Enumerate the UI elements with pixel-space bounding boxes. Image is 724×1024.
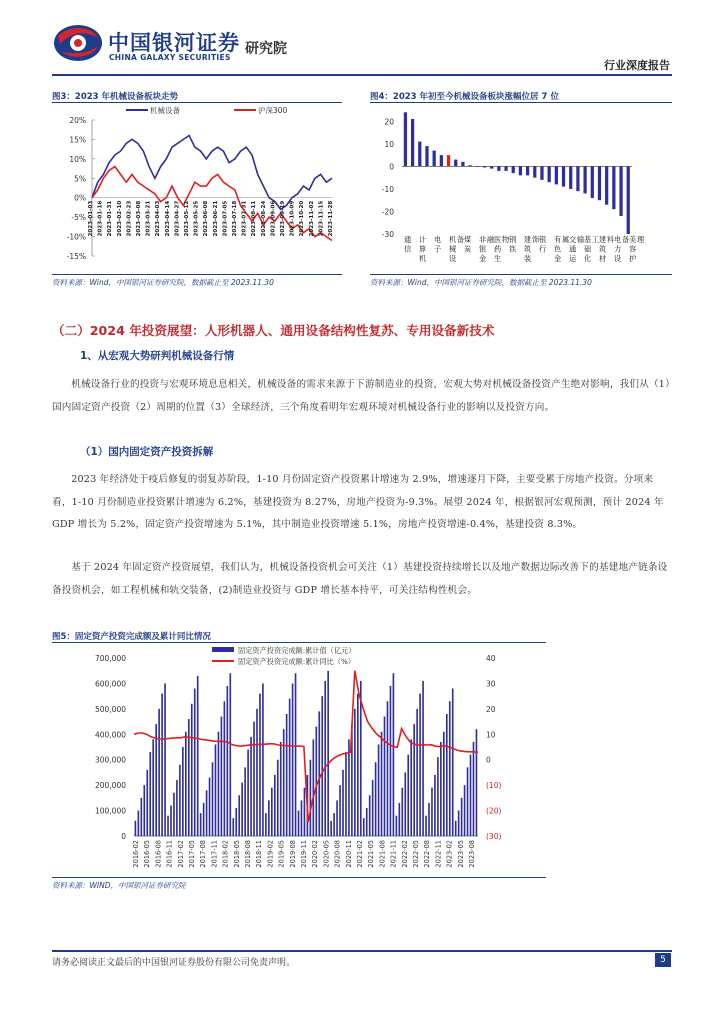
fig5-bar xyxy=(372,780,374,836)
fig5-bar xyxy=(458,811,460,836)
paragraph-3 xyxy=(52,557,672,602)
fig5-bar xyxy=(407,755,409,836)
fig4-bar xyxy=(418,142,421,167)
fig5-x-tick-label: 2021-05 xyxy=(367,840,376,868)
fig5-legend-swatch-1 xyxy=(212,647,234,652)
fig4-bar xyxy=(512,166,515,173)
fig4-bar xyxy=(411,119,414,166)
fig5-legend-label-1: 固定资产投资完成额:累计值（亿元） xyxy=(238,646,356,655)
fig5-y-right-tick-label: 30 xyxy=(486,679,496,689)
fig5-bar xyxy=(179,765,181,836)
fig4-bar xyxy=(490,166,493,168)
fig5-bar xyxy=(428,803,430,836)
fig5-bar xyxy=(286,714,288,836)
fig3-source: 资料来源：Wind，中国银河证券研究院，数据截止至 2023.11.30 xyxy=(52,278,274,287)
fig5-x-tick-label: 2018-11 xyxy=(255,840,264,868)
fig5-bar xyxy=(452,689,454,836)
fig3-legend-label-1: 机械设备 xyxy=(150,106,180,115)
fig5-bar xyxy=(413,724,415,836)
fig4-category-label: 建筑装饰 xyxy=(524,235,540,263)
fig5-bar xyxy=(470,755,472,836)
fig5-bar xyxy=(209,778,211,836)
fig5-y-left-tick-label: 500,000 xyxy=(94,704,126,714)
fig5-x-tick-label: 2020-02 xyxy=(311,840,320,868)
fig4-category-label: 机械设备 xyxy=(449,235,465,263)
fig5-bar xyxy=(298,811,300,836)
fig5-x-tick-label: 2017-02 xyxy=(176,840,185,868)
fig5-x-tick-label: 2023-02 xyxy=(445,840,454,868)
fig5-bar xyxy=(318,711,320,836)
fig3-x-tick-label: 2023-01-16 xyxy=(97,200,104,237)
fig5-x-tick-label: 2016-11 xyxy=(165,840,174,868)
fig3-y-tick-label: 20% xyxy=(69,116,86,125)
fig3-x-tick-label: 2023-07-05 xyxy=(222,200,229,237)
fig5-x-tick-label: 2019-11 xyxy=(300,840,308,868)
fig5-bar xyxy=(158,709,160,836)
fig5-bar xyxy=(200,813,202,836)
company-logo-icon xyxy=(52,22,104,64)
fig3-y-tick-label: 10% xyxy=(69,154,86,164)
fig4-category-label: 银行 xyxy=(539,235,547,254)
fig5-bar xyxy=(366,808,368,836)
fig5-bar xyxy=(182,747,184,836)
fig5-bar xyxy=(315,727,317,836)
fig5-bar xyxy=(419,694,421,836)
fig5-x-tick-label: 2021-02 xyxy=(356,840,364,868)
fig3-x-tick-label: 2023-04-14 xyxy=(164,200,171,237)
footer-rule xyxy=(52,950,672,952)
fig5-bar xyxy=(431,788,433,836)
fig5-bar xyxy=(446,714,448,836)
fig4-bar xyxy=(476,166,479,167)
footer-disclaimer: 请务必阅读正文最后的中国银河证券股份有限公司免责声明。 xyxy=(52,958,296,968)
fig5-bar xyxy=(138,811,140,836)
fig4-category-label: 非银金融 xyxy=(479,235,495,263)
fig5-bar xyxy=(221,716,223,836)
subheading-2: （1）国内固定资产投资拆解 xyxy=(80,446,214,458)
fig5-y-left-tick-label: 300,000 xyxy=(94,755,126,765)
fig4-category-label: 计算机 xyxy=(419,235,427,263)
fig3-x-tick-label: 2023-11-15 xyxy=(318,200,325,237)
fig5-bar xyxy=(224,701,226,836)
fig5-bar xyxy=(375,762,377,836)
fig5-x-tick-label: 2017-11 xyxy=(210,840,219,868)
fig5-bar xyxy=(227,686,229,836)
fig4-bar xyxy=(425,146,428,166)
fig3-x-tick-label: 2023-09-06 xyxy=(270,200,277,237)
fig4-title-rule xyxy=(370,102,672,103)
paragraph-2-text: 2023 年经济处于疫后修复的弱复苏阶段，1-10 月份固定资产投资累计增速为 2.9%，增速逐月下降，主要受累于房地产投资。分项来看，1-10 月份制造业投资累计增速为 6.2%，基建投资为 8.27%，房地产投资为-9.3%。展望 2024 年，根据银河宏观预测，预计 2024 年 GDP 增长为 5.2%，固定资产投资增速为 5.1%，其中制造业投资增速 5.1%，房地产投资增速-0.4%，基建投资 8.3%。 xyxy=(52,474,664,530)
fig5-bar xyxy=(253,722,255,836)
fig5-x-tick-label: 2022-02 xyxy=(400,840,409,868)
fig3-x-tick-label: 2023-10-09 xyxy=(289,200,296,237)
fig4-bar xyxy=(540,166,543,180)
fig3-x-tick-label: 2023-03-08 xyxy=(136,200,142,237)
fig5-bar xyxy=(161,694,163,836)
fig3-x-tick-label: 2023-01-03 xyxy=(88,200,94,237)
fig3-title-rule xyxy=(52,102,342,103)
fig5-bar xyxy=(280,742,282,836)
fig3-y-tick-label: -10% xyxy=(66,232,86,242)
fig5-bar xyxy=(167,816,169,836)
fig4-bar xyxy=(619,166,622,216)
fig5-bar xyxy=(345,752,347,836)
fig5-bar xyxy=(229,673,231,836)
fig5-bar xyxy=(274,775,276,836)
fig4-category-label: 电子 xyxy=(434,235,442,254)
fig5-bar xyxy=(381,732,383,836)
fig3-x-tick-label: 2023-02-23 xyxy=(126,200,133,237)
fig4-bar xyxy=(526,166,529,175)
paragraph-1 xyxy=(52,374,672,419)
fig5-bar xyxy=(212,762,214,836)
fig5-bar xyxy=(440,742,442,836)
fig4-y-tick-label: -10 xyxy=(381,184,394,194)
fig5-y-left-tick-label: 0 xyxy=(121,832,126,841)
fig5-bar xyxy=(467,767,469,836)
fig5-y-left-tick-label: 200,000 xyxy=(94,781,126,791)
fig4-y-tick-label: -20 xyxy=(381,207,394,217)
fig5-bar xyxy=(387,701,389,836)
fig5-y-left-tick-label: 700,000 xyxy=(94,654,126,663)
fig5-bar xyxy=(384,716,386,836)
fig5-bar xyxy=(164,683,166,836)
fig5-chart xyxy=(52,644,546,876)
fig5-y-right-tick-label: 20 xyxy=(486,704,496,714)
fig4-bar xyxy=(548,166,551,182)
fig4-bar xyxy=(583,166,586,193)
fig5-bar xyxy=(191,704,193,836)
fig3-source-rule xyxy=(52,274,342,275)
fig4-category-label: 医药生物 xyxy=(494,235,510,263)
fig5-bar xyxy=(333,813,335,836)
paragraph-1-text: 机械设备行业的投资与宏观环境息息相关，机械设备的需求来源于下游制造业的投资，宏观大势对机械设备投资产生绝对影响，我们从（1）国内固定资产投资（2）周期的位置（3）全球经济，三个角度看明年宏观环境对机械设备行业的影响以及投资方向。 xyxy=(52,379,671,413)
fig4-y-tick-label: 0 xyxy=(389,162,394,172)
fig4-bar xyxy=(504,166,507,171)
fig4-bar xyxy=(612,166,615,209)
fig5-bar xyxy=(185,732,187,836)
fig5-bar xyxy=(434,775,436,836)
fig5-x-tick-label: 2019-02 xyxy=(266,840,275,868)
fig5-x-tick-label: 2023-08 xyxy=(468,840,476,868)
fig5-x-tick-label: 2020-05 xyxy=(322,840,331,868)
fig5-bar xyxy=(250,737,252,836)
fig3-x-tick-label: 2023-05-25 xyxy=(193,200,200,237)
fig5-bar xyxy=(321,696,323,836)
brand-name-en: CHINA GALAXY SECURITIES xyxy=(109,53,231,62)
fig5-bar xyxy=(455,821,457,836)
fig5-x-tick-label: 2022-05 xyxy=(412,840,420,868)
fig4-bar xyxy=(447,155,450,166)
fig5-bar xyxy=(330,821,332,836)
fig3-x-tick-label: 2023-03-21 xyxy=(145,200,152,237)
fig5-x-tick-label: 2022-08 xyxy=(423,840,432,868)
fig4-bar xyxy=(454,160,457,167)
fig5-bar xyxy=(235,808,237,836)
fig5-bar xyxy=(241,783,243,836)
fig5-bar xyxy=(393,673,395,836)
fig3-x-tick-label: 2023-04-03 xyxy=(155,200,162,237)
institute-name: 研究院 xyxy=(245,41,287,57)
fig3-x-tick-label: 2023-06-21 xyxy=(212,200,219,237)
fig5-bar xyxy=(404,772,406,836)
fig5-source: 资料来源：WIND，中国银河证券研究院 xyxy=(52,881,186,890)
fig5-bar xyxy=(410,739,412,836)
fig5-y-left-tick-label: 100,000 xyxy=(94,806,126,816)
fig4-bar xyxy=(627,166,630,234)
fig3-chart xyxy=(52,104,348,274)
fig5-bar xyxy=(425,816,427,836)
brand-name-cn: 中国银河证券 xyxy=(108,31,240,55)
fig4-bar xyxy=(468,165,471,166)
fig5-y-right-tick-label: (30) xyxy=(486,832,502,841)
fig5-title-rule xyxy=(52,642,546,643)
fig5-bar xyxy=(197,676,199,836)
fig3-x-tick-label: 2023-08-24 xyxy=(260,200,267,237)
fig5-bar xyxy=(170,805,172,836)
fig5-x-tick-label: 2018-02 xyxy=(221,840,230,868)
fig5-bar xyxy=(363,818,365,836)
fig3-x-tick-label: 2023-07-18 xyxy=(232,200,238,237)
fig5-bar xyxy=(461,798,463,836)
fig5-y-right-tick-label: (10) xyxy=(486,781,502,791)
fig5-x-tick-label: 2019-05 xyxy=(277,840,286,868)
fig3-x-tick-label: 2023-09-19 xyxy=(280,200,286,237)
fig5-bar xyxy=(295,673,297,836)
fig5-bar xyxy=(310,760,312,836)
fig5-bar xyxy=(152,739,154,836)
fig5-bar xyxy=(206,790,208,836)
fig5-legend-label-2: 固定资产投资完成额:累计同比（%） xyxy=(238,657,356,666)
fig5-bar xyxy=(155,724,157,836)
fig3-x-tick-label: 2023-02-10 xyxy=(116,200,123,237)
page-number: 5 xyxy=(655,953,671,967)
fig3-legend-label-2: 沪深300 xyxy=(258,106,288,115)
fig4-bar xyxy=(433,151,436,167)
fig5-bar xyxy=(262,683,264,836)
fig5-bar xyxy=(324,681,326,836)
fig5-bar xyxy=(354,709,356,836)
fig4-y-tick-label: 20 xyxy=(384,117,394,127)
fig5-x-tick-label: 2016-08 xyxy=(154,840,163,868)
fig4-category-label: 建筑材料 xyxy=(599,235,615,263)
fig4-source: 资料来源：Wind，中国银河证券研究院，数据截止至 2023.11.30 xyxy=(370,278,592,287)
fig5-y-right-tick-label: 40 xyxy=(486,654,496,663)
fig5-y-right-tick-label: 0 xyxy=(486,755,491,765)
fig3-x-tick-label: 2023-04-27 xyxy=(174,200,181,237)
fig5-bar xyxy=(149,752,151,836)
fig3-title: 图3：2023 年机械设备板块走势 xyxy=(52,92,179,102)
fig5-x-tick-label: 2018-08 xyxy=(244,840,252,868)
fig4-bar xyxy=(533,166,536,177)
fig3-x-tick-label: 2023-06-08 xyxy=(203,200,210,237)
fig3-y-tick-label: 15% xyxy=(69,135,86,145)
fig5-y-right-tick-label: 10 xyxy=(486,730,496,740)
fig5-bar xyxy=(473,742,475,836)
fig5-bar xyxy=(396,816,398,836)
fig5-bar xyxy=(336,800,338,836)
fig3-y-tick-label: -5% xyxy=(71,213,86,223)
fig5-x-tick-label: 2017-08 xyxy=(199,840,208,868)
fig5-x-tick-label: 2021-11 xyxy=(389,840,398,868)
fig4-bar xyxy=(483,166,486,167)
fig3-x-tick-label: 2023-01-31 xyxy=(107,200,114,237)
fig4-category-label: 美容护理 xyxy=(629,235,645,263)
fig5-x-tick-label: 2020-11 xyxy=(344,840,353,868)
fig5-bar xyxy=(238,795,240,836)
fig5-bar xyxy=(369,795,371,836)
fig5-bar xyxy=(464,785,466,836)
fig5-bar xyxy=(218,732,220,836)
fig5-bar xyxy=(143,785,145,836)
fig5-x-tick-label: 2022-11 xyxy=(434,840,443,868)
fig4-bar xyxy=(562,166,565,186)
fig5-bar xyxy=(292,683,294,836)
fig5-bar xyxy=(401,788,403,836)
fig4-y-tick-label: -30 xyxy=(381,230,394,239)
fig5-bar xyxy=(348,739,350,836)
fig5-x-tick-label: 2019-08 xyxy=(288,840,297,868)
fig5-bar xyxy=(313,739,315,836)
fig4-bar xyxy=(569,166,572,189)
header xyxy=(0,0,724,80)
fig4-bar xyxy=(497,166,500,171)
fig4-bar xyxy=(404,112,407,166)
fig5-bar xyxy=(476,729,478,836)
fig4-category-label: 电力设备 xyxy=(614,235,630,263)
fig3-x-tick-label: 2023-05-12 xyxy=(184,200,190,237)
fig5-bar xyxy=(203,803,205,836)
fig4-bar xyxy=(519,166,522,175)
paragraph-3-text: 基于 2024 年固定资产投资展望，我们认为，机械设备投资机会可关注（1）基建投资持续增长以及地产数据边际改善下的基建地产链条设备投资机会，如工程机械和轨交装备，(2)制造业投资与 GDP 增长基本持平，可关注结构性机会。 xyxy=(52,562,668,596)
fig5-bar xyxy=(194,689,196,836)
fig5-bar xyxy=(443,732,445,836)
fig5-bar xyxy=(289,699,291,836)
fig5-bar xyxy=(141,798,143,836)
fig4-category-label: 基础化工 xyxy=(584,235,600,263)
fig5-y-left-tick-label: 600,000 xyxy=(94,679,126,689)
fig5-bar xyxy=(173,793,175,836)
fig3-x-tick-label: 2023-11-28 xyxy=(328,200,334,237)
fig5-bar xyxy=(244,767,246,836)
fig5-bar xyxy=(259,694,261,836)
fig5-bar xyxy=(390,686,392,836)
fig4-bar xyxy=(605,166,608,204)
fig4-bar xyxy=(461,162,464,167)
fig5-bar xyxy=(146,770,148,836)
fig5-x-tick-label: 2023-05 xyxy=(456,840,465,868)
report-type: 行业深度报告 xyxy=(604,59,670,72)
section-heading: （二）2024 年投资展望：人形机器人、通用设备结构性复苏、专用设备新技术 xyxy=(52,323,495,338)
fig4-source-rule xyxy=(370,274,672,275)
fig5-bar xyxy=(416,709,418,836)
fig5-bar xyxy=(247,750,249,836)
fig5-x-tick-label: 2021-08 xyxy=(378,840,387,868)
fig5-bar xyxy=(215,744,217,836)
fig5-bar xyxy=(339,785,341,836)
fig5-bar xyxy=(277,760,279,836)
fig4-category-label: 通信 xyxy=(404,235,412,254)
fig5-x-tick-label: 2016-02 xyxy=(132,840,140,868)
fig5-source-rule xyxy=(52,877,546,878)
fig3-x-tick-label: 2023-08-11 xyxy=(251,200,258,237)
fig5-x-tick-label: 2018-05 xyxy=(232,840,241,868)
fig4-y-tick-label: 10 xyxy=(384,139,394,149)
fig5-bar xyxy=(304,788,306,836)
fig4-category-label: 有色金属 xyxy=(554,235,570,263)
header-rule xyxy=(52,74,672,76)
fig3-y-tick-label: 0% xyxy=(74,193,86,203)
fig4-category-label: 交通运输 xyxy=(569,235,585,263)
fig3-x-tick-label: 2023-11-02 xyxy=(308,200,315,237)
fig4-category-label: 钢铁 xyxy=(509,235,517,254)
fig5-x-tick-label: 2020-08 xyxy=(333,840,342,868)
fig3-series-line-1 xyxy=(92,136,332,210)
fig5-bar xyxy=(135,821,137,836)
fig4-bar xyxy=(555,166,558,184)
fig4-bar xyxy=(591,166,594,198)
fig5-bar xyxy=(449,701,451,836)
fig4-chart xyxy=(370,104,672,274)
fig3-y-tick-label: 5% xyxy=(74,174,86,184)
fig5-bar xyxy=(265,813,267,836)
fig5-bar xyxy=(176,780,178,836)
paragraph-2 xyxy=(52,469,672,537)
fig4-bar xyxy=(440,155,443,166)
fig5-bar xyxy=(378,744,380,836)
fig5-x-tick-label: 2016-05 xyxy=(143,840,152,868)
fig4-bar xyxy=(576,166,579,191)
fig5-bar xyxy=(232,818,234,836)
fig4-category-label: 煤炭 xyxy=(464,235,472,254)
fig3-x-tick-label: 2023-10-20 xyxy=(299,200,306,237)
fig5-bar xyxy=(437,757,439,836)
fig5-bar xyxy=(256,709,258,836)
fig5-bar xyxy=(327,671,329,836)
fig4-bar xyxy=(598,166,601,200)
fig4-title: 图4：2023 年初至今机械设备板块涨幅位居 7 位 xyxy=(370,92,559,102)
fig5-bar xyxy=(301,800,303,836)
fig5-y-left-tick-label: 400,000 xyxy=(94,730,126,740)
fig5-bar xyxy=(271,788,273,836)
fig3-x-tick-label: 2023-07-31 xyxy=(241,200,248,237)
subheading-1: 1、从宏观大势研判机械设备行情 xyxy=(80,350,235,362)
fig5-x-tick-label: 2017-05 xyxy=(188,840,196,868)
fig5-bar xyxy=(268,800,270,836)
fig5-bar xyxy=(342,770,344,836)
fig3-y-tick-label: -15% xyxy=(66,252,86,261)
fig5-y-right-tick-label: (20) xyxy=(486,806,502,816)
fig5-title: 图5：固定资产投资完成额及累计同比情况 xyxy=(52,632,211,642)
fig5-bar xyxy=(357,694,359,836)
fig5-bar xyxy=(399,803,401,836)
fig5-bar xyxy=(422,681,424,836)
